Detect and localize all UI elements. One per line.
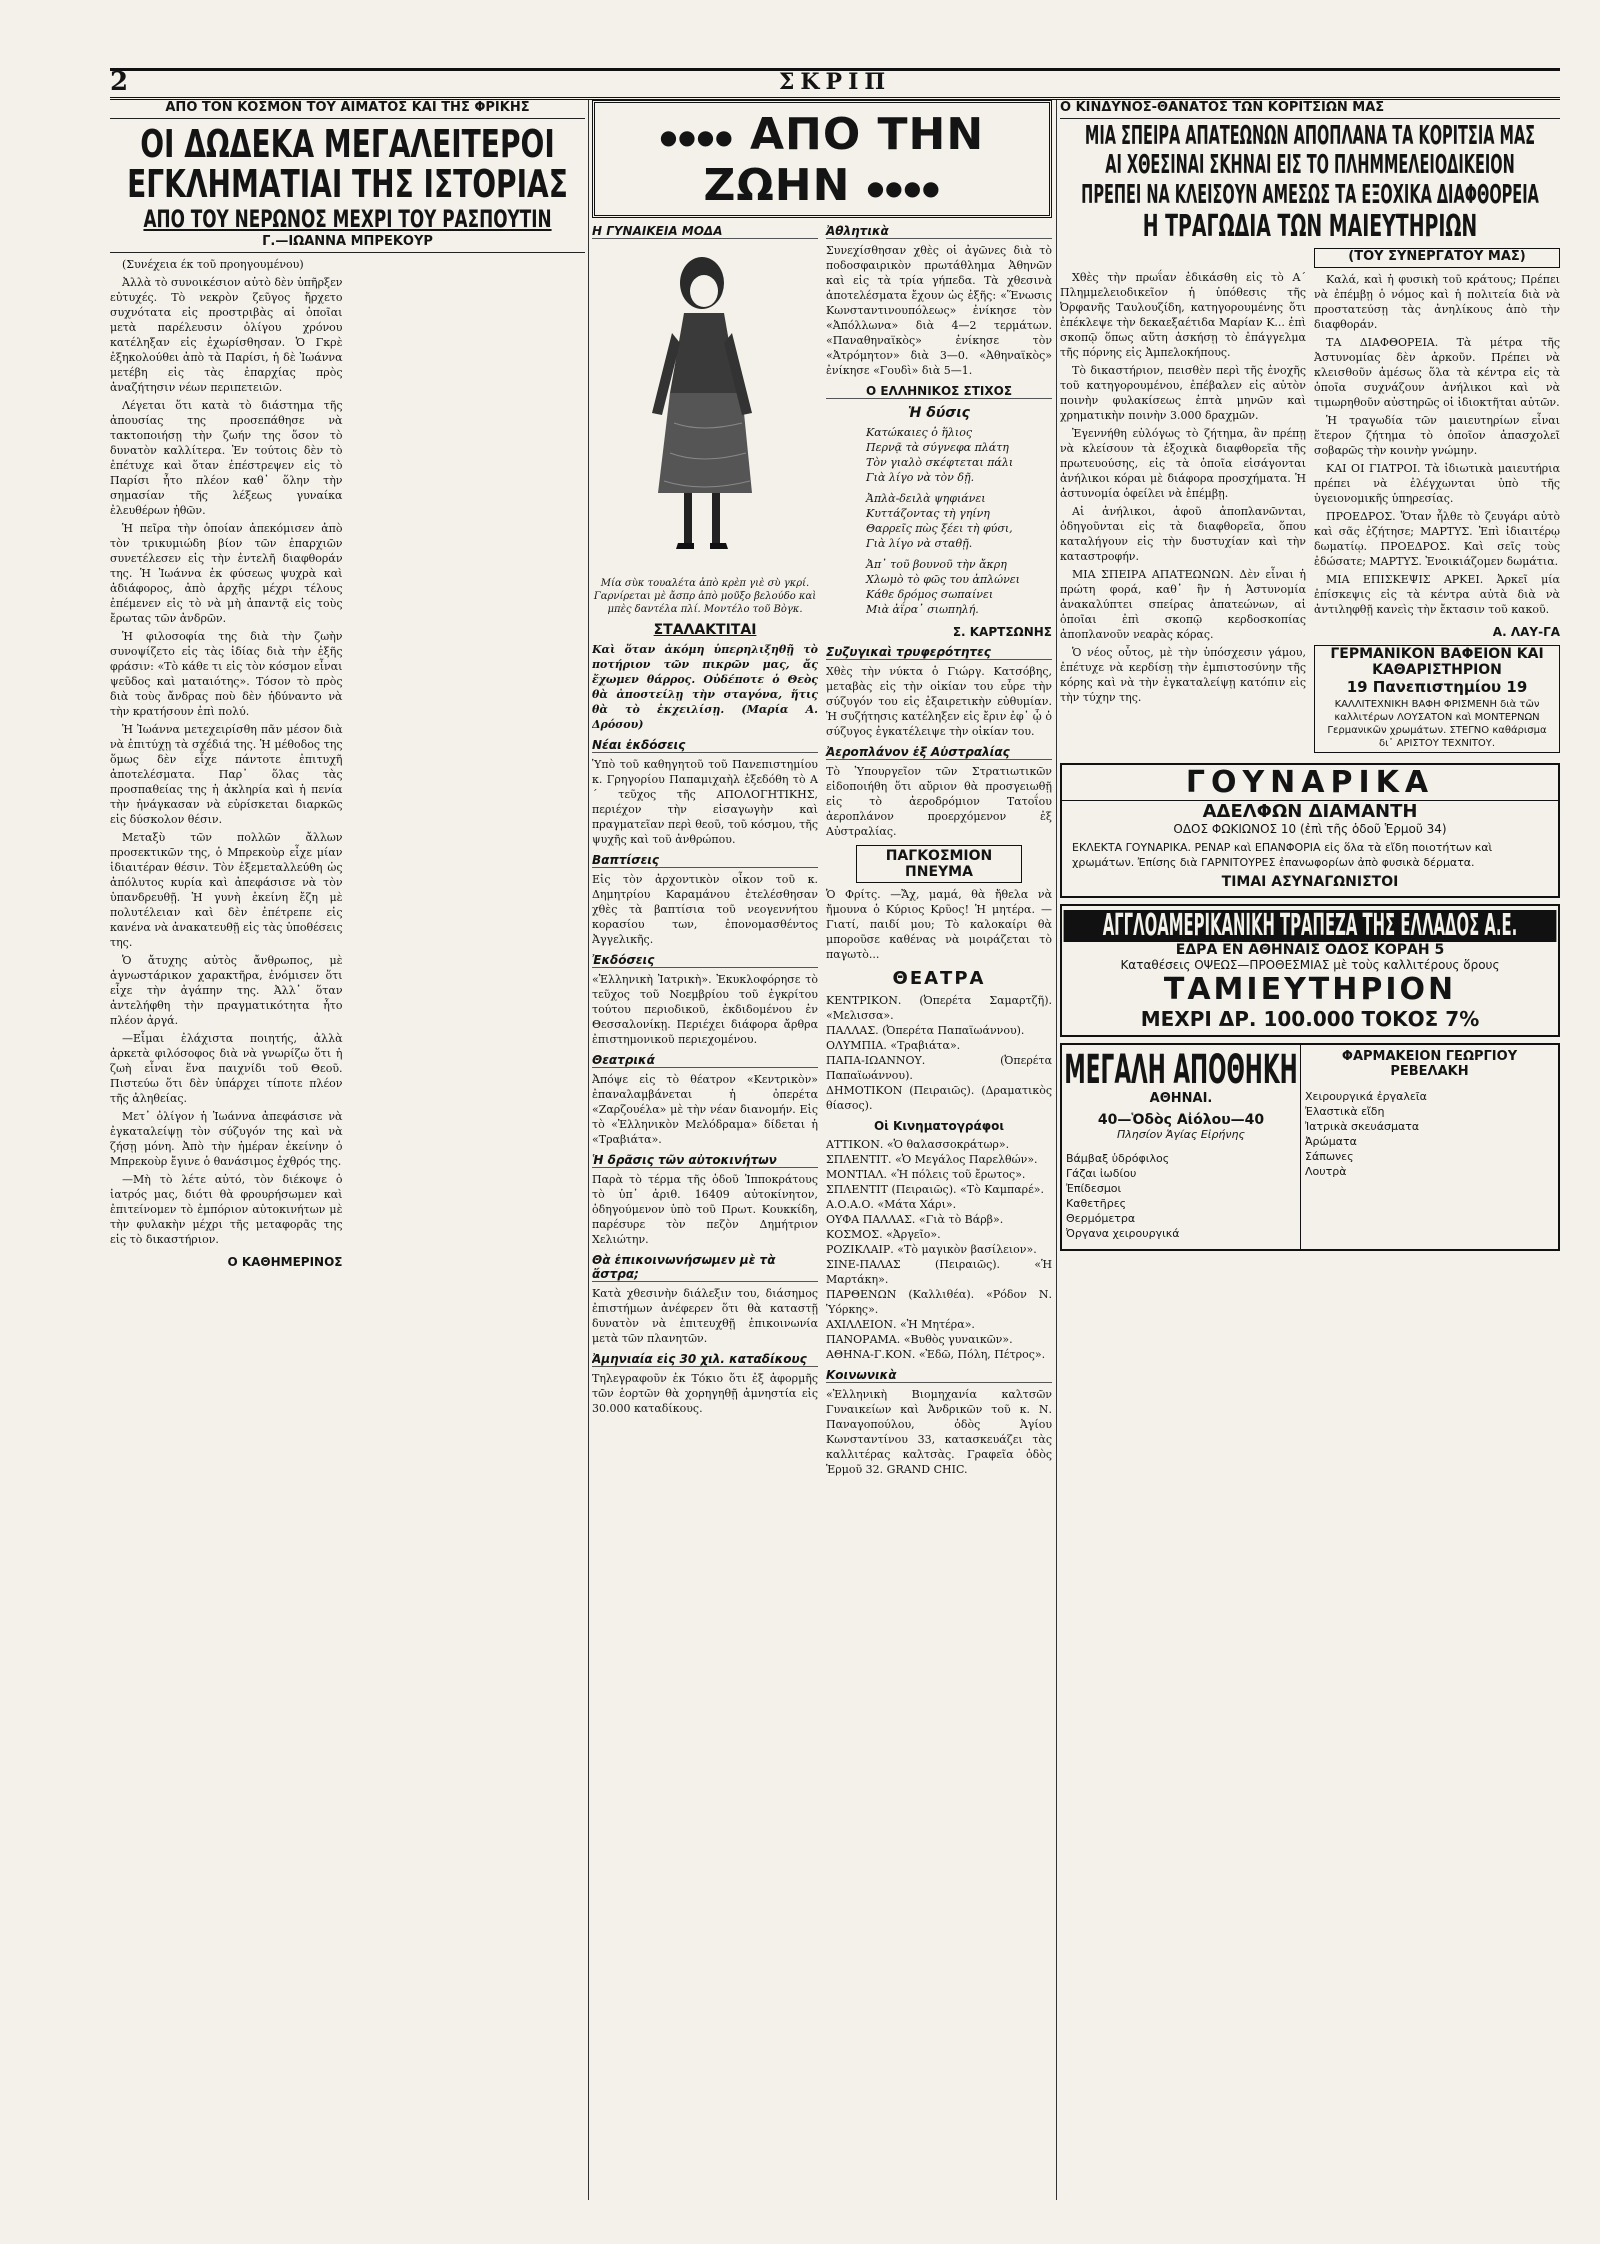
- poem-line: Μιὰ ἀΐρα᾽ σιωπηλή.: [866, 603, 979, 616]
- theatre-item: ΚΕΝΤΡΙΚΟΝ. (Ὀπερέτα Σαμαρτζῆ). «Μελισσα».: [826, 994, 1052, 1022]
- cinema-item: ΠΑΡΘΕΝΩΝ (Καλλιθέα). «Ρόδον Ν. Ὑόρκης».: [826, 1288, 1052, 1316]
- paragraph: ΚΑΙ ΟΙ ΓΙΑΤΡΟΙ. Τὰ ἰδιωτικὰ μαιευτήρια πρέπει νὰ ἐλέγχωνται ὑπὸ τῆς ὑγειονομικῆς ὑπηρεσίας.: [1314, 462, 1560, 506]
- world-spirit-heading: ΠΑΓΚΟΣΜΙΟΝ ΠΝΕΥΜΑ: [856, 845, 1022, 883]
- theatre-news-heading: Θεατρικά: [592, 1053, 818, 1068]
- baptisms-text: Εἰς τὸν ἀρχοντικὸν οἶκον τοῦ κ. Δημητρίου Καραμάνου ἐτελέσθησαν χθὲς τὰ βαπτίσια τοῦ νεογεννήτου κορασίου των, ἐπονομασθέντος Ἀγγελικῆς.: [592, 873, 818, 946]
- theatre-item: ΠΑΛΛΑΣ. (Ὀπερέτα Παπαϊωάννου).: [826, 1024, 1025, 1037]
- poem-line: Χλωμὸ τὸ φῶς του ἁπλώνει: [866, 573, 1020, 586]
- world-spirit-text: Ὁ Φρίτς. —Ἄχ, μαμά, θὰ ἤθελα νὰ ἤμουνα ὁ Κύριος Κρῦος! Ἡ μητέρα. —Γιατί, παιδί μου; Τὸ καλοκαίρι θὰ μποροῦσε καθένας νὰ μοιράζεται τὸ παγωτὸ...: [826, 888, 1052, 961]
- column-divider: [1056, 100, 1057, 2200]
- ad-store: [1060, 1043, 1560, 1251]
- ad-savings: ΤΑΜΙΕΥΤΗΡΙΟΝ: [1163, 971, 1457, 1007]
- poem-line: Ἀπ᾽ τοῦ βουνοῦ τὴν ἄκρη: [866, 558, 1007, 571]
- cinema-item: ΜΟΝΤΙΑΛ. «Ἡ πόλεις τοῦ ἔρωτος».: [826, 1168, 1026, 1181]
- cinema-item: ΡΟΖΙΚΛΑΙΡ. «Τὸ μαγικὸν βασίλειον».: [826, 1243, 1037, 1256]
- page-number: 2: [110, 67, 129, 97]
- poem-line: Περνᾷ τὰ σύγνεφα πλάτη: [866, 441, 1009, 454]
- ad-rate: ΜΕΧΡΙ ΔΡ. 100.000 ΤΟΚΟΣ 7%: [1140, 1006, 1480, 1031]
- ad-body: ΕΚΛΕΚΤΑ ΓΟΥΝΑΡΙΚΑ. ΡΕΝΑΡ καὶ ΕΠΑΝΦΟΡΙΑ εἰς ὅλα τὰ εἴδη ποιοτήτων καὶ χρωμάτων. Ἐπίσης διὰ ΓΑΡΝΙΤΟΥΡΕΣ ἐπανωφορίων ἀπὸ φυσικὰ δέρματα.: [1072, 841, 1493, 870]
- paragraph: Ἐγεννήθη εὐλόγως τὸ ζήτημα, ἂν πρέπῃ νὰ κλείσουν τὰ ἐξοχικὰ διαφθορεῖα τῆς πρωτευούσης, εἰς τὰ ὁποῖα εἰσάγονται ἀνήλικοι κόραι μὲ διάφορα προσχήματα. Ἡ ἀστυνομία ὀφείλει νὰ ἐπέμβῃ.: [1060, 427, 1306, 501]
- ad-address: ΟΔΟΣ ΦΩΚΙΩΝΟΣ 10 (ἐπὶ τῆς ὁδοῦ Ἑρμοῦ 34): [1173, 822, 1447, 837]
- paragraph: ΠΡΟΕΔΡΟΣ. Ὅταν ἦλθε τὸ ζευγάρι αὐτὸ καὶ σᾶς ἐζήτησε; ΜΑΡΤΥΣ. Ἐπὶ ἰδιαιτέρῳ δωματίῳ. ΠΡΟΕΔΡΟΣ. Καὶ σεῖς τοὺς ἐδώσατε; ΜΑΡΤΥΣ. Ἐνοικιάζομεν δωμάτια.: [1314, 510, 1560, 569]
- cinema-item: ΑΘΗΝΑ-Γ.ΚΟΝ. «Ἐδῶ, Πόλη, Πέτρος».: [826, 1348, 1046, 1361]
- editions-heading: Ἐκδόσεις: [592, 953, 818, 968]
- fashion-figure: [592, 243, 818, 573]
- paragraph: Ἡ τραγωδία τῶν μαιευτηρίων εἶναι ἕτερον ζήτημα τὸ ὁποῖον ἀπασχολεῖ σοβαρῶς τὴν κοινὴν γνώμην.: [1314, 414, 1560, 458]
- paragraph: Ἀλλὰ τὸ συνοικέσιον αὐτὸ δὲν ὑπῆρξεν εὐτυχές. Τὸ νεκρὸν ζεῦγος ἤρχετο συχνότατα εἰς προστριβὰς αἱ ὁποῖαι μετὰ παρέλευσιν ὀλίγου χρόνου κατέληξαν εἰς ἐχωρίσθησαν. Ὁ Γκρὲ ἐξηκολούθει ἀπὸ τὰ Παρίσι, ἡ δὲ Ἰωάννα μετέβη εἰς τὰς ἐπαρχίας πρὸς ἀναζήτησιν νέων περιπετειῶν.: [110, 275, 343, 394]
- paragraph: Ἡ φιλοσοφία της διὰ τὴν ζωὴν συνοψίζετο εἰς τὰς ἰδίας διὰ τὴν ἐξῆς φράσιν: «Τὸ κάθε τι εἰς τὸν κόσμον εἶναι ψεῦδος καὶ ματαιότης». Τόσον τὸ πρὸς διὰ τοὺς ἄνδρας ποὺ δὲν ἠδύναντο νὰ τὴν κρατήσουν ἐπὶ πολύ.: [110, 629, 343, 718]
- stars-text: Κατὰ χθεσινὴν διάλεξιν του, διάσημος ἐπιστήμων ἀνέφερεν ὅτι θὰ καταστῇ δυνατὸν νὰ ἐπιτευχθῇ ἐπικοινωνία μετὰ τῶν πλανητῶν.: [592, 1287, 818, 1345]
- ad-item: Σάπωνες: [1305, 1149, 1354, 1163]
- masthead: [110, 68, 1560, 100]
- stalaktites-heading: ΣΤΑΛΑΚΤΙΤΑΙ: [653, 622, 757, 638]
- paragraph: Ἡ πεῖρα τὴν ὁποίαν ἀπεκόμισεν ἀπὸ τὸν τρικυμιώδη βίον τῶν ἐπαρχιῶν συνετέλεσεν εἰς τὴν ἐντελῆ διαφθοράν της. Ἡ Ἰωάννα ἐκ φύσεως ψυχρὰ καὶ ἀδιάφορος, ἀπὸ ἀρχῆς μέχρι τέλους ἐπέμενεν εἰς τὸ νὰ μὴ ἀπαντᾷ εἰς τοὺς ἔρωτας τῶν ἀνδρῶν.: [110, 521, 343, 625]
- ad-title: ΜΕΓΑΛΗ ΑΠΟΘΗΚΗ: [1064, 1046, 1298, 1093]
- ad-item: Ἐπίδεσμοι: [1066, 1181, 1122, 1195]
- ad-item: Λουτρὰ: [1305, 1164, 1347, 1178]
- paragraph: Λέγεται ὅτι κατὰ τὸ διάστημα τῆς ἀπουσίας της προσεπάθησε νὰ τακτοποιήσῃ τὴν ζωήν της ὅσον τὸ δυνατὸν καλλίτερα. Ἐν τούτοις δὲν τὸ ἐπέτυχε καὶ ὅταν ἐπέστρεψεν εἰς τὸ Παρίσι ἦτο πλέον καθ᾽ ὅλην τὴν σημασίαν τῆς λέξεως γυναίκα ἐλευθέρων ἠθῶν.: [110, 398, 343, 517]
- paragraph: Τὸ δικαστήριον, πεισθὲν περὶ τῆς ἐνοχῆς τοῦ κατηγορουμένου, ἐπέβαλεν εἰς αὐτὸν ποινὴν φυλακίσεως ἑπτὰ μηνῶν καὶ χρηματικὴν ποινὴν 3.000 δραχμῶν.: [1060, 364, 1306, 423]
- article-columns: [1060, 248, 1560, 759]
- ad-items-right: [1305, 1089, 1554, 1179]
- poetry-heading: Ο ΕΛΛΗΝΙΚΟΣ ΣΤΙΧΟΣ: [826, 384, 1052, 399]
- theatre-item: ΔΗΜΟΤΙΚΟΝ (Πειραιῶς). (Δραματικὸς θίασος).: [826, 1084, 1052, 1112]
- cinemas-heading: Οἱ Κινηματογράφοι: [873, 1119, 1005, 1133]
- paragraph: —Εἶμαι ἐλάχιστα ποιητής, ἀλλὰ ἀρκετὰ φιλόσοφος διὰ νὰ γνωρίζω ὅτι ἡ ζωὴ εἶναι ἕνα παιχνίδι τοῦ Θεοῦ. Πιστεύω ὅτι δὲν ὑπάρχει τίποτε πλέον τῆς ἀληθείας.: [110, 1031, 343, 1105]
- autos-heading: Ἡ δρᾶσις τῶν αὐτοκινήτων: [592, 1153, 818, 1168]
- social-text: «Ἐλληνικὴ Βιομηχανία καλτσῶν Γυναικείων καὶ Ἀνδρικῶν τοῦ κ. Ν. Παναγοπούλου, ὁδὸς Ἀγίου Κωνσταντίνου 33, κατασκευάζει τὰς καλλιτέρας καλτσὰς. Γραφεῖα ὁδὸς Ἑρμοῦ 32. GRAND CHIC.: [826, 1388, 1052, 1476]
- ad-body: Καταθέσεις ΟΨΕΩΣ—ΠΡΟΘΕΣΜΙΑΣ μὲ τοὺς καλλιτέρους ὅρους: [1120, 957, 1500, 972]
- theatres-heading: ΘΕΑΤΡΑ: [892, 968, 986, 989]
- editions-text: «Ἑλληνικὴ Ἰατρικὴ». Ἐκυκλοφόρησε τὸ τεῦχος τοῦ Νοεμβρίου τοῦ ἐγκρίτου τούτου περιοδικοῦ, ἐκδιδομένου ἐν Θεσσαλονίκῃ. Περιέχει διάφορα ἄρθρα ἐπιστημονικοῦ περιεχομένου.: [592, 973, 818, 1046]
- paper-name: ΣΚΡΙΠ: [778, 69, 892, 95]
- ad-germanikon: [1314, 645, 1560, 753]
- baptisms-heading: Βαπτίσεις: [592, 853, 818, 868]
- paragraph: —Μὴ τὸ λέτε αὐτό, τὸν διέκοψε ὁ ἰατρός μας, διότι θὰ φρουρήσωμεν καὶ ἐπιτείνομεν τὸ ἐμπόριον αὐτοκινήτων μὲ τὴν φυλακὴν μέχρι τῆς μεταφορᾶς της εἰς τὸ δικαστήριον.: [110, 1172, 343, 1246]
- paragraph: Ὁ ἄτυχης αὐτὸς ἄνθρωπος, μὲ ἀγνωστάρικον χαρακτῆρα, ἐνόμισεν ὅτι εἶχε τὴν ἀγάπην της. Ἀλλ᾽ ὅταν ἀντελήφθη τὴν πραγματικότητα ἦτο πλέον ἀργά.: [110, 953, 343, 1027]
- stars-heading: Θὰ ἐπικοινωνήσωμεν μὲ τὰ ἄστρα;: [592, 1253, 818, 1282]
- theatres-list: [826, 993, 1052, 1113]
- paragraph: ΜΙΑ ΕΠΙΣΚΕΨΙΣ ΑΡΚΕΙ. Ἀρκεῖ μία ἐπίσκεψις εἰς τὰ κέντρα αὐτὰ διὰ νὰ ἀντιληφθῇ κανεὶς τὴν ἔκτασιν τοῦ κακοῦ.: [1314, 573, 1560, 617]
- ad-item: Ὀργανα χειρουργικά: [1066, 1226, 1180, 1240]
- theatre-item: ΟΛΥΜΠΙΑ. «Τραβιάτα».: [826, 1039, 961, 1052]
- continued-note: (Συνέχεια έκ τοῦ προηγουμένου): [122, 257, 304, 271]
- cinema-item: ΣΠΛΕΝΤΙΤ (Πειραιῶς). «Τὸ Καμπαρέ».: [826, 1183, 1045, 1196]
- news-heading: Νέαι ἐκδόσεις: [592, 738, 818, 753]
- ad-body: ΚΑΛΛΙΤΕΧΝΙΚΗ ΒΑΦΗ ΦΡΙΣΜΕΝΗ διὰ τῶν καλλιτέρων ΛΟΥΣΑΤΟΝ καὶ ΜΟΝΤΕΡΝΩΝ Γερμανικῶν χρωμάτων. ΣΤΕΓΝΟ καθάρισμα δι᾽ ΑΡΙΣΤΟΥ ΤΕΧΝΙΤΟΥ.: [1327, 699, 1547, 750]
- athletics-heading: Ἀθλητικὰ: [826, 224, 1052, 239]
- ad-footer: ΤΙΜΑΙ ΑΣΥΝΑΓΩΝΙΣΤΟΙ: [1221, 874, 1399, 891]
- cinema-item: ΑΤΤΙΚΟΝ. «Ὁ θαλασσοκράτωρ».: [826, 1138, 1010, 1151]
- article-crime-history: [110, 100, 585, 2200]
- ad-item: Βάμβαξ ὑδρόφιλος: [1066, 1151, 1170, 1165]
- news-text: Ὑπὸ τοῦ καθηγητοῦ τοῦ Πανεπιστημίου κ. Γρηγορίου Παπαμιχαὴλ ἐξεδόθη τὸ Α´ τεῦχος τῆς ΑΠΟΛΟΓΗΤΙΚΗΣ, περιέχον τὴν εἰσαγωγὴν καὶ πραγματεῖαν περὶ θεοῦ, τοῦ κόσμου, τῆς ψυχῆς καὶ τοῦ ἀνθρώπου.: [592, 758, 818, 846]
- paragraph: Μεταξὺ τῶν πολλῶν ἄλλων προσεκτικῶν της, ὁ Μπρεκοὺρ εἶχε μίαν ἰδιαιτέραν θέσιν. Τὸν ἐξεμεταλλεύθη ὡς ἀπόλυτος κυρία καὶ ἀπεφάσισε νὰ τὸν ὑπανδρευθῇ. Ἡ γυνὴ ἐκείνη ἔζη μὲ πολυτέλειαν καὶ δὲν ἐπέτρεπε εἰς κανένα νὰ ἀνακατευθῇ εἰς τὰς ὑποθέσεις της.: [110, 830, 343, 949]
- ad-address: ΕΔΡΑ ΕΝ ΑΘΗΝΑΙΣ ΟΔΟΣ ΚΟΡΑΗ 5: [1175, 941, 1445, 958]
- poem-line: Ἀπλὰ-δειλὰ ψηφιάνει: [866, 492, 986, 505]
- ad-item: Ἰατρικὰ σκευάσματα: [1305, 1119, 1420, 1133]
- cinema-item: ΚΟΣΜΟΣ. «Ἀργεῖο».: [826, 1228, 941, 1241]
- paragraph: Μετ᾽ ὀλίγον ἡ Ἰωάννα ἀπεφάσισε νὰ ἐγκαταλείψῃ τὸν σύζυγόν της καὶ νὰ ζήσῃ μόνη. Ἀπὸ τὴν ἡμέραν ἐκείνην ὁ Μπρεκοὺρ ἔγινε ὁ θανάσιμος ἐχθρός της.: [110, 1109, 343, 1168]
- subcolumn-left: [592, 218, 818, 1481]
- theatre-item: ΠΑΠΑ-ΙΩΑΝΝΟΥ. (Ὀπερέτα Παπαϊωάννου).: [826, 1054, 1052, 1082]
- article-headline: ΑΙ ΧΘΕΣΙΝΑΙ ΣΚΗΝΑΙ ΕΙΣ ΤΟ ΠΛΗΜΜΕΛΕΙΟΔΙΚΕΙΟΝ: [1105, 150, 1515, 181]
- article-headline: Η ΤΡΑΓΩΔΙΑ ΤΩΝ ΜΑΙΕΥΤΗΡΙΩΝ: [1142, 208, 1478, 244]
- article-girls-danger: [1060, 100, 1560, 2200]
- cinema-item: ΠΑΝΟΡΑΜΑ. «Βυθὸς γυναικῶν».: [826, 1333, 1013, 1346]
- article-body-right: [1314, 248, 1560, 759]
- article-byline: (ΤΟΥ ΣΥΝΕΡΓΑΤΟΥ ΜΑΣ): [1314, 248, 1560, 268]
- ad-item: Ἐλαστικὰ εἴδη: [1305, 1104, 1385, 1118]
- athletics-text: Συνεχίσθησαν χθὲς οἱ ἀγῶνες διὰ τὸ ποδοσφαιρικὸν πρωτάθλημα Ἀθηνῶν καὶ εἰς τὰ τρία γήπεδα. Τὰ χθεσινὰ ἀποτελέσματα ἔχουν ὡς ἐξῆς: «Ἕνωσις Κωνσταντινουπόλεως» ἐνίκησε τὸν «Ἀπόλλωνα» διὰ 4—2 τερμάτων. «Παναθηναϊκὸς» ἐνίκησε τὸν «Ἀτρόμητον» διὰ 3—0. «Ἀθηναϊκὸς» ἐνίκησε «Γουδὶ» διὰ 5—1.: [826, 244, 1052, 377]
- ad-city: ΑΘΗΝΑΙ.: [1149, 1090, 1213, 1106]
- fashion-label: Η ΓΥΝΑΙΚΕΙΑ ΜΟΔΑ: [592, 224, 818, 239]
- paragraph: Χθὲς τὴν πρωΐαν ἐδικάσθη εἰς τὸ Α´ Πλημμελειοδικεῖον ἡ ὑπόθεσις τῆς Ὀρφανῆς Ταυλουζίδη, κατηγορουμένης ὅτι ἐπέκλεψε τὴν δεκαεξαέτιδα Μαρίαν Κ... ἐπὶ σκοπῷ ὅπως αὕτη ἀσκήσῃ τὸ ἐπάγγελμα τῆς πόρνης εἰς Ἀμπελοκήπους.: [1060, 271, 1306, 360]
- poem-line: Κάθε δρόμος σωπαίνει: [866, 588, 994, 601]
- ad-note: Πλησίον Ἁγίας Εἰρήνης: [1117, 1127, 1245, 1141]
- poem-line: Κατώκαιες ὁ ἥλιος: [866, 426, 972, 439]
- ad-firm: ΑΔΕΛΦΩΝ ΔΙΑΜΑΝΤΗ: [1202, 801, 1418, 823]
- fashion-caption: Μία σὺκ τουαλέτα ἀπὸ κρὲπ γιὲ σὺ γκρί. Γαρνίρεται μὲ ἄσπρ ἀπὸ μοῦξο βελούδο καὶ μπὲς δαντέλα πλί. Μοντέλο τοῦ Βὸγκ.: [593, 578, 817, 615]
- ad-item: Χειρουργικά ἐργαλεῖα: [1305, 1089, 1427, 1103]
- theatre-news-text: Ἀπόψε εἰς τὸ θέατρον «Κεντρικὸν» ἐπαναλαμβάνεται ἡ ὀπερέτα «Ζαρζουέλα» μὲ τὴν νέαν διανομήν. Εἰς τὸ «Ἑλληνικὸν Μελόδραμα» δίδεται ἡ «Τραβιάτα».: [592, 1073, 818, 1146]
- article-headline: ΟΙ ΔΩΔΕΚΑ ΜΕΓΑΛΕΙΤΕΡΟΙ ΕΓΚΛΗΜΑΤΙΑΙ ΤΗΣ ΙΣΤΟΡΙΑΣ: [127, 122, 568, 206]
- amnesty-heading: Ἀμηνιαία εἰς 30 χιλ. καταδίκους: [592, 1352, 818, 1367]
- subcolumn-right: [826, 218, 1052, 1481]
- stalaktites-text: Καὶ ὅταν ἀκόμη ὑπερηλιξηθῇ τὸ ποτήριον τῶν πικρῶν μας, ἄς ἔχωμεν θάρρος. Οὐδέποτε ὁ Θεὸς θὰ ἀποστείλῃ τὴν σταγόνα, ἥτις θὰ τὸ ἐκχειλίσῃ. (Μαρία Α. Δρόσου): [592, 643, 818, 731]
- section-from-life: [592, 100, 1052, 2200]
- section-banner-title: ΑΠΟ ΤΗΝ ΖΩΗΝ: [703, 109, 985, 211]
- ad-address: 19 Πανεπιστημίου 19: [1346, 678, 1528, 697]
- ad-item: Θερμόμετρα: [1066, 1211, 1136, 1225]
- paragraph: ΤΑ ΔΙΑΦΘΟΡΕΙΑ. Τὰ μέτρα τῆς Ἀστυνομίας δὲν ἀρκοῦν. Πρέπει νὰ κλεισθοῦν ἀμέσως ὅλα τὰ κέντρα εἰς τὰ ὁποῖα συχνάζουν ἀνήλικοι καὶ νὰ τιμωρηθοῦν αὐστηρῶς οἱ ἰδιοκτῆται αὐτῶν.: [1314, 336, 1560, 410]
- poem-line: Γιὰ λίγο νὰ σταθῇ.: [866, 537, 973, 550]
- ad-store-left: [1062, 1045, 1301, 1249]
- article-headline: ΜΙΑ ΣΠΕΙΡΑ ΑΠΑΤΕΩΝΩΝ ΑΠΟΠΛΑΝΑ ΤΑ ΚΟΡΙΤΣΙΑ ΜΑΣ: [1084, 121, 1536, 151]
- signature: Α. ΛΑΥ-ΓΑ: [1492, 625, 1560, 640]
- poem-author: Σ. ΚΑΡΤΣΩΝΗΣ: [952, 625, 1052, 639]
- section-columns: [592, 218, 1052, 1481]
- article-body: [110, 257, 585, 2200]
- ad-pharmacy: ΦΑΡΜΑΚΕΙΟΝ ΓΕΩΡΓΙΟΥ ΡΕΒΕΛΑΚΗ: [1341, 1048, 1518, 1079]
- paragraph: Καλά, καὶ ἡ φυσικὴ τοῦ κράτους; Πρέπει νὰ ἐπέμβῃ ὁ νόμος καὶ ἡ πολιτεία διὰ νὰ προστατεύσῃ τὰς ἀνηλίκους ἀπὸ τὴν διαφθοράν.: [1314, 273, 1560, 332]
- article-body-right-text: [1314, 272, 1560, 617]
- poem-title: Ἡ δύσις: [908, 405, 970, 421]
- cinema-item: Α.Ο.Α.Ο. «Μάτα Χάρι».: [826, 1198, 957, 1211]
- poem-line: Κυττάζοντας τὴ γηίνη: [866, 507, 990, 520]
- section-banner: ●●●● ΑΠΟ ΤΗΝ ΖΩΗΝ ●●●●: [592, 100, 1052, 218]
- paragraph: ΜΙΑ ΣΠΕΙΡΑ ΑΠΑΤΕΩΝΩΝ. Δὲν εἶναι ἡ πρώτη φορά, καθ᾽ ἣν ἡ Ἀστυνομία ἀνακαλύπτει σπείρας ἀπατεώνων, αἱ ὁποῖαι ἐπὶ σκοπῷ κερδοσκοπίας ἀποπλανοῦν νεαρὰς κόρας.: [1060, 568, 1306, 642]
- aeroplane-heading: Ἀεροπλάνον ἐξ Αὐστραλίας: [826, 745, 1052, 760]
- column-divider: [588, 100, 589, 2200]
- ad-address: 40—Ὁδὸς Αἰόλου—40: [1097, 1111, 1265, 1128]
- article-kicker: Ο ΚΙΝΔΥΝΟΣ-ΘΑΝΑΤΟΣ ΤΩΝ ΚΟΡΙΤΣΙΩΝ ΜΑΣ: [1060, 100, 1560, 119]
- couples-text: Χθὲς τὴν νύκτα ὁ Γιώργ. Κατσόβης, μεταβὰς εἰς τὴν οἰκίαν του εὗρε τὴν σύζυγόν του εἰς ἐξαιρετικὴν εὐθυμίαν. Ἡ συζήτησις κατέληξεν εἰς ἔριν ἐφ᾽ ᾧ ὁ σύζυγος ἐγκατέλειψε τὴν οἰκίαν του.: [826, 665, 1052, 738]
- ad-items-left: [1066, 1151, 1296, 1241]
- signature: Ο ΚΑΘΗΜΕΡΙΝΟΣ: [227, 1254, 343, 1269]
- article-byline: Γ.—ΙΩΑΝΝΑ ΜΠΡΕΚΟΥΡ: [110, 234, 585, 253]
- social-heading: Κοινωνικὰ: [826, 1368, 1052, 1383]
- poem-line: Γιὰ λίγο νὰ τὸν δῇ.: [866, 471, 975, 484]
- poem-line: Τὸν γιαλὸ σκέφτεται πάλι: [866, 456, 1014, 469]
- aeroplane-text: Τὸ Ὑπουργεῖον τῶν Στρατιωτικῶν εἰδοποιήθη ὅτι αὔριον θὰ προσγειωθῇ εἰς τὸ ἀεροδρόμιον Τατοΐου ἀεροπλάνον προερχόμενον ἐξ Αὐστραλίας.: [826, 765, 1052, 838]
- autos-text: Παρὰ τὸ τέρμα τῆς ὁδοῦ Ἱπποκράτους τὸ ὑπ᾽ ἀριθ. 16409 αὐτοκίνητον, ὁδηγούμενον ὑπὸ τοῦ Πρωτ. Κουκκίδη, παρέσυρε τὸν πεζὸν Δημήτριον Χελιώτην.: [592, 1173, 818, 1246]
- paragraph: Ἡ Ἰωάννα μετεχειρίσθη πᾶν μέσον διὰ νὰ ἐπιτύχῃ τὰ σχέδιά της. Ἡ μέθοδος της ὅμως δὲν εἶχε πάντοτε ἐπιτυχῆ ἀποτελέσματα. Παρ᾽ ὅλας τὰς προσπαθείας της ἡ ἀκληρία καὶ ἡ πενία τὴν ἠνάγκασαν νὰ εὑρίσκεται διαρκῶς εἰς δύσκολον θέσιν.: [110, 722, 343, 826]
- article-body-left: [1060, 270, 1306, 755]
- cinema-item: ΑΧΙΛΛΕΙΟΝ. «Ἡ Μητέρα».: [826, 1318, 975, 1331]
- ad-title: ΓΕΡΜΑΝΙΚΟΝ ΒΑΦΕΙΟΝ ΚΑΙ ΚΑΘΑΡΙΣΤΗΡΙΟΝ: [1330, 646, 1544, 679]
- cinema-item: ΟΥΦΑ ΠΑΛΛΑΣ. «Γιὰ τὸ Βάρβ».: [826, 1213, 1004, 1226]
- ad-item: Γάζαι ἰωδίου: [1066, 1166, 1137, 1180]
- ad-title: ΓΟΥΝΑΡΙΚΑ: [1062, 765, 1558, 801]
- cinema-item: ΣΙΝΕ-ΠΑΛΑΣ (Πειραιῶς). «Ἡ Μαρτάκη».: [826, 1258, 1052, 1286]
- ad-gounarika: [1060, 763, 1560, 898]
- ad-store-right: [1301, 1045, 1558, 1249]
- ad-item: Καθετῆρες: [1066, 1196, 1127, 1210]
- poem-line: Θαρρεῖς πὼς ξέει τὴ φύσι,: [866, 522, 1013, 535]
- article-headline: ΠΡΕΠΕΙ ΝΑ ΚΛΕΙΣΟΥΝ ΑΜΕΣΩΣ ΤΑ ΕΞΟΧΙΚΑ ΔΙΑΦΘΟΡΕΙΑ: [1081, 179, 1539, 210]
- paragraph: Ὁ νέος οὗτος, μὲ τὴν ὑπόσχεσιν γάμου, ἐπέτυχε νὰ κερδίσῃ τὴν ἐμπιστοσύνην τῆς κόρης καὶ νὰ τὴν ἐγκαταλείψῃ κατόπιν εἰς τὴν τύχην της.: [1060, 646, 1306, 705]
- ad-title: ΑΓΓΛΟΑΜΕΡΙΚΑΝΙΚΗ ΤΡΑΠΕΖΑ ΤΗΣ ΕΛΛΑΔΟΣ Α.Ε.: [1064, 910, 1557, 942]
- ad-item: Ἀρώματα: [1305, 1134, 1357, 1148]
- ad-bank: [1060, 904, 1560, 1037]
- article-subheadline: ΑΠΟ ΤΟΥ ΝΕΡΩΝΟΣ ΜΕΧΡΙ ΤΟΥ ΡΑΣΠΟΥΤΙΝ: [143, 204, 552, 233]
- amnesty-text: Τηλεγραφοῦν ἐκ Τόκιο ὅτι ἐξ ἀφορμῆς τῶν ἑορτῶν θὰ χορηγηθῇ ἀμνηστία εἰς 30.000 καταδίκους.: [592, 1372, 818, 1415]
- article-kicker: ΑΠΟ ΤΟΝ ΚΟΣΜΟΝ ΤΟΥ ΑΙΜΑΤΟΣ ΚΑΙ ΤΗΣ ΦΡΙΚΗΣ: [110, 100, 585, 119]
- fashion-illustration: [592, 243, 818, 573]
- paragraph: Αἱ ἀνήλικοι, ἀφοῦ ἀποπλανῶνται, ὁδηγοῦνται εἰς τὰ διαφθορεῖα, ὅπου καταλήγουν εἰς τὴν δυστυχίαν καὶ τὴν καταστροφήν.: [1060, 505, 1306, 564]
- cinemas-list: [826, 1137, 1052, 1362]
- cinema-item: ΣΠΛΕΝΤΙΤ. «Ὁ Μεγάλος Παρελθών».: [826, 1153, 1038, 1166]
- poem: [826, 425, 1052, 617]
- couples-heading: Συζυγικαὶ τρυφερότητες: [826, 645, 1052, 660]
